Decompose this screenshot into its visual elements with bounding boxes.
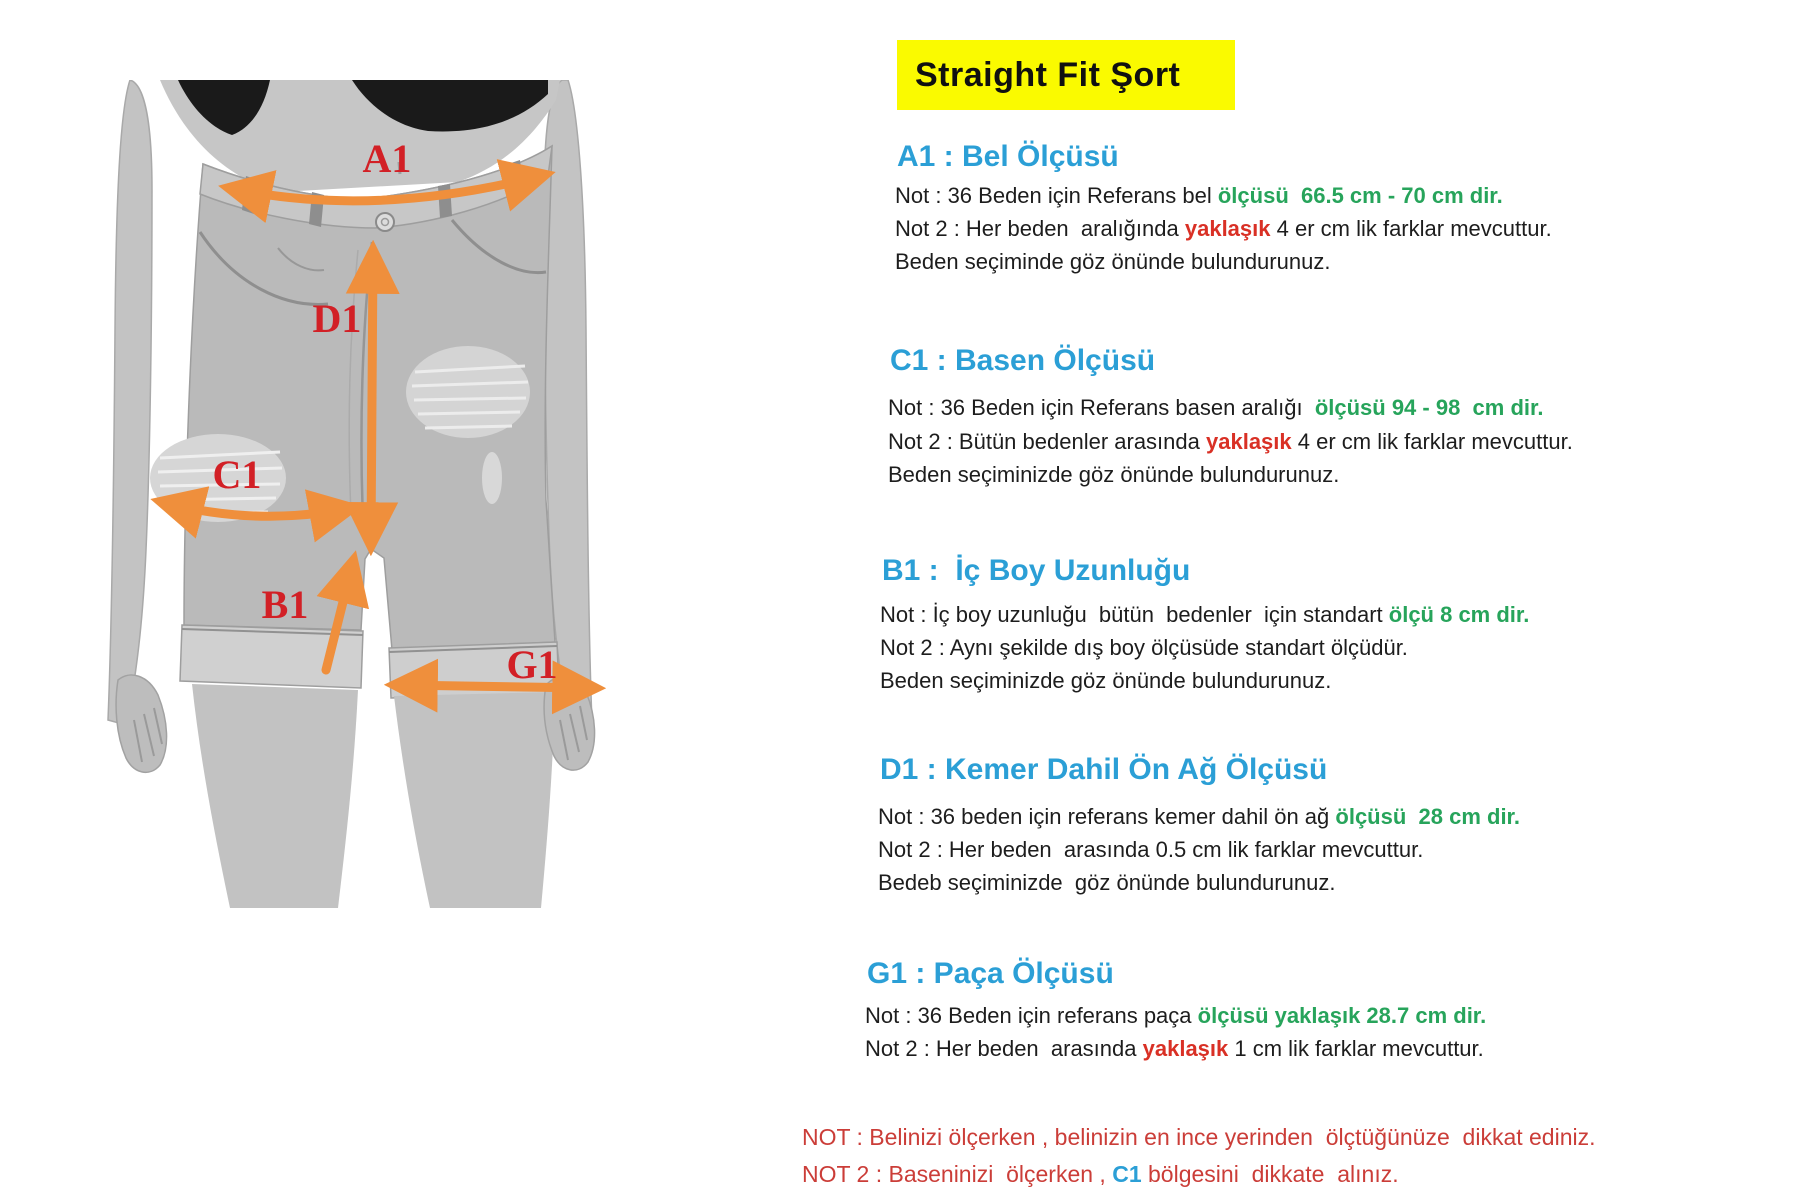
section-g1-heading: G1 : Paça Ölçüsü — [867, 957, 1114, 990]
title-highlight — [897, 40, 1235, 110]
page-title: Straight Fit Şort — [915, 55, 1181, 94]
a1-value-green: ölçüsü 66.5 cm - 70 cm dir. — [1217, 183, 1503, 208]
section-c1-line1 — [888, 395, 1543, 421]
g1-note-text: Not : 36 Beden için referans paça — [865, 1003, 1198, 1028]
label-c1: C1 — [212, 452, 262, 497]
b1-value-green: ölçü 8 cm dir. — [1388, 602, 1530, 627]
a1-note2-red: yaklaşık — [1184, 216, 1271, 241]
section-c1-line3: Beden seçiminizde göz önünde bulundurunuz. — [888, 462, 1340, 487]
a1-note2-post: 4 er cm lik farklar mevcuttur. — [1270, 216, 1552, 241]
label-d1: D1 — [312, 296, 362, 341]
section-a1-heading: A1 : Bel Ölçüsü — [897, 140, 1119, 173]
footnote-2 — [802, 1161, 1399, 1188]
section-d1-heading: D1 : Kemer Dahil Ön Ağ Ölçüsü — [880, 753, 1328, 786]
c1-value-green: ölçüsü 94 - 98 cm dir. — [1314, 395, 1544, 420]
c1-note2-red: yaklaşık — [1206, 429, 1292, 454]
label-b1: B1 — [261, 582, 309, 627]
jeans-button — [376, 213, 394, 231]
section-d1-line3: Bedeb seçiminizde göz önünde bulundurunuz. — [878, 870, 1336, 895]
section-a1-line2 — [895, 216, 1552, 242]
footnote-2-pre: NOT 2 : Baseninizi ölçerken , — [802, 1161, 1113, 1187]
g1-value-green: ölçüsü yaklaşık 28.7 cm dir. — [1197, 1003, 1487, 1028]
d1-value-green: ölçüsü 28 cm dir. — [1335, 804, 1521, 829]
section-a1-line1 — [895, 183, 1503, 209]
footnote-2-post: bölgesini dikkate alınız. — [1141, 1161, 1399, 1187]
measurement-diagram — [100, 80, 640, 910]
d1-note-text: Not : 36 beden için referans kemer dahil ön ağ — [878, 804, 1336, 829]
a1-note-text: Not : 36 Beden için Referans bel — [895, 183, 1218, 208]
g1-note2-post: 1 cm lik farklar mevcuttur. — [1228, 1036, 1484, 1061]
b1-note-text: Not : İç boy uzunluğu bütün bedenler için standart — [880, 602, 1389, 627]
section-a1-line3: Beden seçiminde göz önünde bulundurunuz. — [895, 249, 1331, 274]
figure-legs — [192, 684, 555, 908]
footnote-2-c1-ref: C1 — [1112, 1161, 1142, 1187]
section-b1-line2: Not 2 : Aynı şekilde dış boy ölçüsüde standart ölçüdür. — [880, 635, 1408, 660]
c1-note2-post: 4 er cm lik farklar mevcuttur. — [1291, 429, 1573, 454]
g1-note2-pre: Not 2 : Her beden arasında — [865, 1036, 1143, 1061]
d1-rise-arrow — [371, 256, 373, 540]
g1-hem-arrow — [400, 685, 590, 688]
section-d1-line1 — [878, 804, 1520, 830]
section-c1-line2 — [888, 429, 1573, 455]
label-g1: G1 — [506, 642, 558, 687]
section-b1-line3: Beden seçiminizde göz önünde bulundurunuz. — [880, 668, 1332, 693]
section-g1-line1 — [865, 1003, 1486, 1029]
section-b1-heading: B1 : İç Boy Uzunluğu — [882, 554, 1191, 587]
c1-note2-pre: Not 2 : Bütün bedenler arasında — [888, 429, 1206, 454]
label-a1: A1 — [362, 136, 412, 181]
footnote-1: NOT : Belinizi ölçerken , belinizin en ince yerinden ölçtüğünüze dikkat ediniz. — [802, 1124, 1596, 1150]
section-b1-line1 — [880, 602, 1529, 628]
product-photo — [100, 80, 640, 910]
g1-note2-red: yaklaşık — [1142, 1036, 1229, 1061]
a1-note2-pre: Not 2 : Her beden aralığında — [895, 216, 1185, 241]
section-c1-heading: C1 : Basen Ölçüsü — [890, 344, 1156, 377]
section-d1-line2: Not 2 : Her beden arasında 0.5 cm lik farklar mevcuttur. — [878, 837, 1424, 862]
section-g1-line2 — [865, 1036, 1484, 1062]
c1-note-text: Not : 36 Beden için Referans basen aralığı — [888, 395, 1315, 420]
